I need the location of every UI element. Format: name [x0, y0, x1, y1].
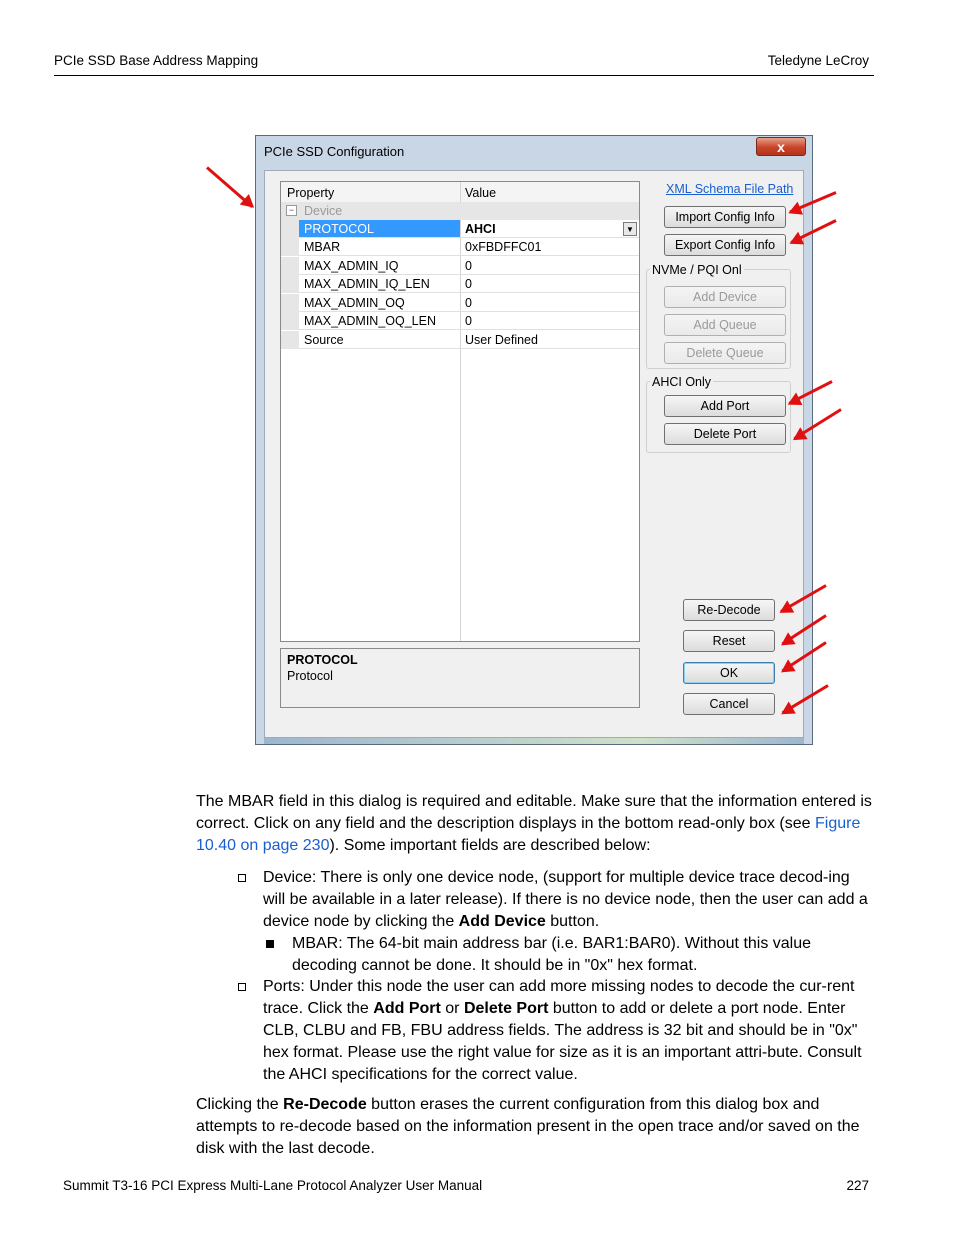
dialog-status-strip [264, 738, 804, 744]
delete-queue-button[interactable]: Delete Queue [664, 342, 786, 364]
bold-text: Delete Port [463, 1000, 549, 1017]
row-margin [281, 312, 299, 330]
add-queue-button[interactable]: Add Queue [664, 314, 786, 336]
hollow-square-bullet-icon [238, 874, 246, 882]
property-value[interactable]: 0xFBDFFC01 [465, 240, 542, 254]
row-margin [281, 220, 299, 238]
delete-port-button[interactable]: Delete Port [664, 423, 786, 445]
property-value[interactable]: 0 [465, 277, 472, 291]
page-header-brand: Teledyne LeCroy [767, 53, 869, 68]
nvme-group-label: NVMe / PQI Onl [652, 263, 742, 277]
hollow-square-bullet-icon [238, 983, 246, 991]
collapse-icon[interactable]: − [286, 205, 297, 216]
header-rule [54, 75, 874, 76]
xml-schema-link[interactable]: XML Schema File Path [666, 182, 794, 196]
property-value[interactable]: 0 [465, 314, 472, 328]
category-label: Device [304, 204, 343, 218]
row-margin [281, 238, 299, 256]
property-name: MAX_ADMIN_OQ_LEN [304, 314, 436, 328]
property-row-max-admin-iq[interactable] [281, 257, 639, 275]
solid-square-bullet-icon [266, 940, 274, 948]
add-port-button[interactable]: Add Port [664, 395, 786, 417]
description-box [280, 648, 640, 708]
footer-manual-title: Summit T3-16 PCI Express Multi-Lane Protocol Analyzer User Manual [63, 1178, 483, 1193]
text: button. [545, 913, 600, 930]
text: The MBAR field in this dialog is required and editable. Make sure that the information entered is correct. Click on any field and the description displays in the bottom read-only box (see [196, 793, 872, 832]
property-value[interactable]: AHCI [465, 222, 496, 236]
property-name: MBAR [304, 240, 341, 254]
description-title: PROTOCOL [287, 653, 358, 667]
property-value[interactable]: 0 [465, 295, 472, 310]
sub-bullet-mbar: MBAR: The 64-bit main address bar (i.e. BAR1:BAR0). Without this value decoding cannot be done. It should be in "0x" hex format. [292, 935, 812, 974]
property-name: PROTOCOL [304, 222, 374, 236]
property-row-max-admin-oq-len[interactable] [281, 312, 639, 330]
import-config-button[interactable]: Import Config Info [664, 206, 786, 228]
property-name: Source [304, 332, 344, 347]
text: ). Some important fields are described below: [329, 837, 651, 854]
property-value[interactable]: 0 [465, 258, 472, 273]
property-value[interactable]: User Defined [465, 332, 538, 347]
property-name: MAX_ADMIN_IQ_LEN [304, 277, 430, 291]
bold-text: Add Port [373, 1000, 441, 1017]
text: button erases the current configuration from this dialog box and attempts to re-decode based on the information present in the open trace and/or saved on the disk with the last decode. [196, 1096, 860, 1157]
cancel-button[interactable]: Cancel [683, 693, 775, 715]
bullet-device [263, 867, 875, 933]
ok-button[interactable]: OK [683, 662, 775, 684]
property-row-max-admin-iq-len[interactable] [281, 275, 639, 293]
property-row-protocol[interactable] [281, 220, 639, 238]
property-name: MAX_ADMIN_IQ [304, 258, 399, 273]
row-margin [281, 275, 299, 293]
property-row-max-admin-oq[interactable] [281, 294, 639, 312]
paragraph-redecode [196, 1094, 876, 1160]
column-header-property: Property [287, 186, 335, 200]
text: or [440, 1000, 464, 1017]
page-number: 227 [846, 1178, 869, 1193]
category-device[interactable] [281, 202, 639, 220]
page-header-title: PCIe SSD Base Address Mapping [54, 53, 259, 68]
arrow-icon [206, 166, 253, 208]
close-button[interactable]: x [756, 137, 806, 156]
row-margin [281, 257, 299, 275]
text: Ports: Under this node the user can add more missing nodes to decode the cur-rent trace. Click the [263, 978, 855, 1017]
bold-text: Add Device [458, 913, 546, 930]
dropdown-arrow-icon[interactable]: ▼ [623, 222, 637, 236]
property-row-mbar[interactable] [281, 238, 639, 256]
add-device-button[interactable]: Add Device [664, 286, 786, 308]
pcie-ssd-config-dialog [255, 135, 813, 745]
row-margin [281, 294, 299, 312]
dialog-title: PCIe SSD Configuration [264, 144, 405, 159]
dialog-client-area [264, 170, 804, 738]
row-margin [281, 331, 299, 349]
reset-button[interactable]: Reset [683, 630, 775, 652]
paragraph-intro [196, 791, 876, 857]
property-name: MAX_ADMIN_OQ [304, 295, 405, 310]
re-decode-button[interactable]: Re-Decode [683, 599, 775, 621]
ahci-group-label: AHCI Only [652, 375, 712, 389]
description-text: Protocol [287, 669, 333, 683]
property-row-source[interactable] [281, 331, 639, 349]
figure-link[interactable]: Figure 10.40 on page 230 [196, 815, 861, 854]
property-grid[interactable] [280, 181, 640, 642]
text: button to add or delete a port node. Enter CLB, CLBU and FB, FBU address fields. The address is 32 bit and should be in "0x" hex format. Please use the right value for size as it is an important attri-bute. Consult the AHCI specifications for the correct value. [263, 1000, 862, 1083]
bullet-ports [263, 976, 875, 1086]
export-config-button[interactable]: Export Config Info [664, 234, 786, 256]
text: Device: There is only one device node, (support for multiple device trace decod-ing will be available in a later release). If there is no device node, then the user can add a device node by clicking the [263, 869, 868, 930]
text: Clicking the [196, 1096, 284, 1113]
column-header-value: Value [465, 186, 497, 200]
bold-text: Re-Decode [283, 1096, 367, 1113]
